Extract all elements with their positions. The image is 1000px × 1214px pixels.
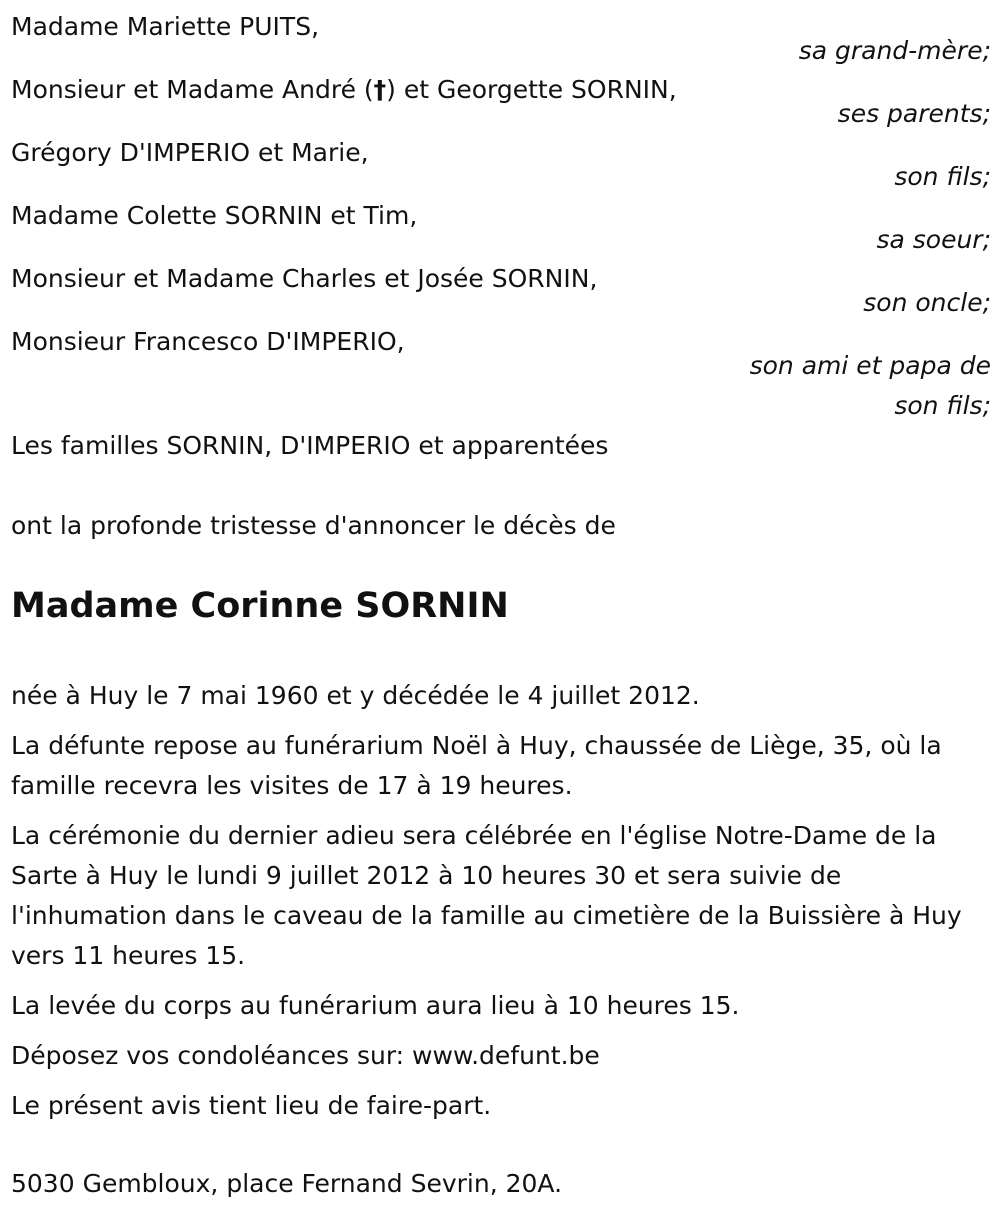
relative-entry [11,322,991,426]
detail-paragraph: Déposez vos condoléances sur: www.defunt.be [11,1041,600,1070]
announcement-line: ont la profonde tristesse d'annoncer le décès de [11,511,616,540]
relative-name: Madame Colette SORNIN et Tim, [11,201,418,230]
relative-entry [11,133,991,197]
relative-entry [11,70,991,134]
relative-role: sa grand-mère; [798,36,991,65]
relative-name-part: Monsieur et Madame André ( [11,75,374,104]
relative-entry [11,7,991,71]
relative-name: Monsieur Francesco D'IMPERIO, [11,327,405,356]
families-line: Les familles SORNIN, D'IMPERIO et apparentées [11,431,609,460]
relative-name-part: ) et Georgette SORNIN, [386,75,677,104]
relative-role: son fils; [894,162,991,191]
relative-role: ses parents; [837,99,991,128]
relative-name: Grégory D'IMPERIO et Marie, [11,138,369,167]
address-line: 5030 Gembloux, place Fernand Sevrin, 20A. [11,1169,563,1198]
detail-paragraph: La cérémonie du dernier adieu sera célébrée en l'église Notre-Dame de la Sarte à Huy le lundi 9 juillet 2012 à 10 heures 30 et sera suivie de l'inhumation dans le caveau de la famille au cimetière de la Buissière à Huy vers 11 heures 15. [11,821,962,970]
cross-icon: † [373,75,387,104]
relative-name: Monsieur et Madame Charles et Josée SORNIN, [11,264,598,293]
relative-entry [11,196,991,260]
deceased-name: Madame Corinne SORNIN [11,586,509,626]
detail-paragraph: La défunte repose au funérarium Noël à Huy, chaussée de Liège, 35, où la famille recevra les visites de 17 à 19 heures. [11,731,942,800]
relative-role-line: son ami et papa de [749,351,991,380]
relative-role: sa soeur; [876,225,991,254]
relative-role: son oncle; [863,288,991,317]
relative-name: Madame Mariette PUITS, [11,12,320,41]
detail-paragraph: née à Huy le 7 mai 1960 et y décédée le 4 juillet 2012. [11,681,700,710]
detail-paragraph: La levée du corps au funérarium aura lieu à 10 heures 15. [11,991,740,1020]
relative-role-line: son fils; [894,391,991,420]
detail-paragraph: Le présent avis tient lieu de faire-part. [11,1091,492,1120]
relative-entry [11,259,991,323]
obituary-notice [11,7,991,1204]
